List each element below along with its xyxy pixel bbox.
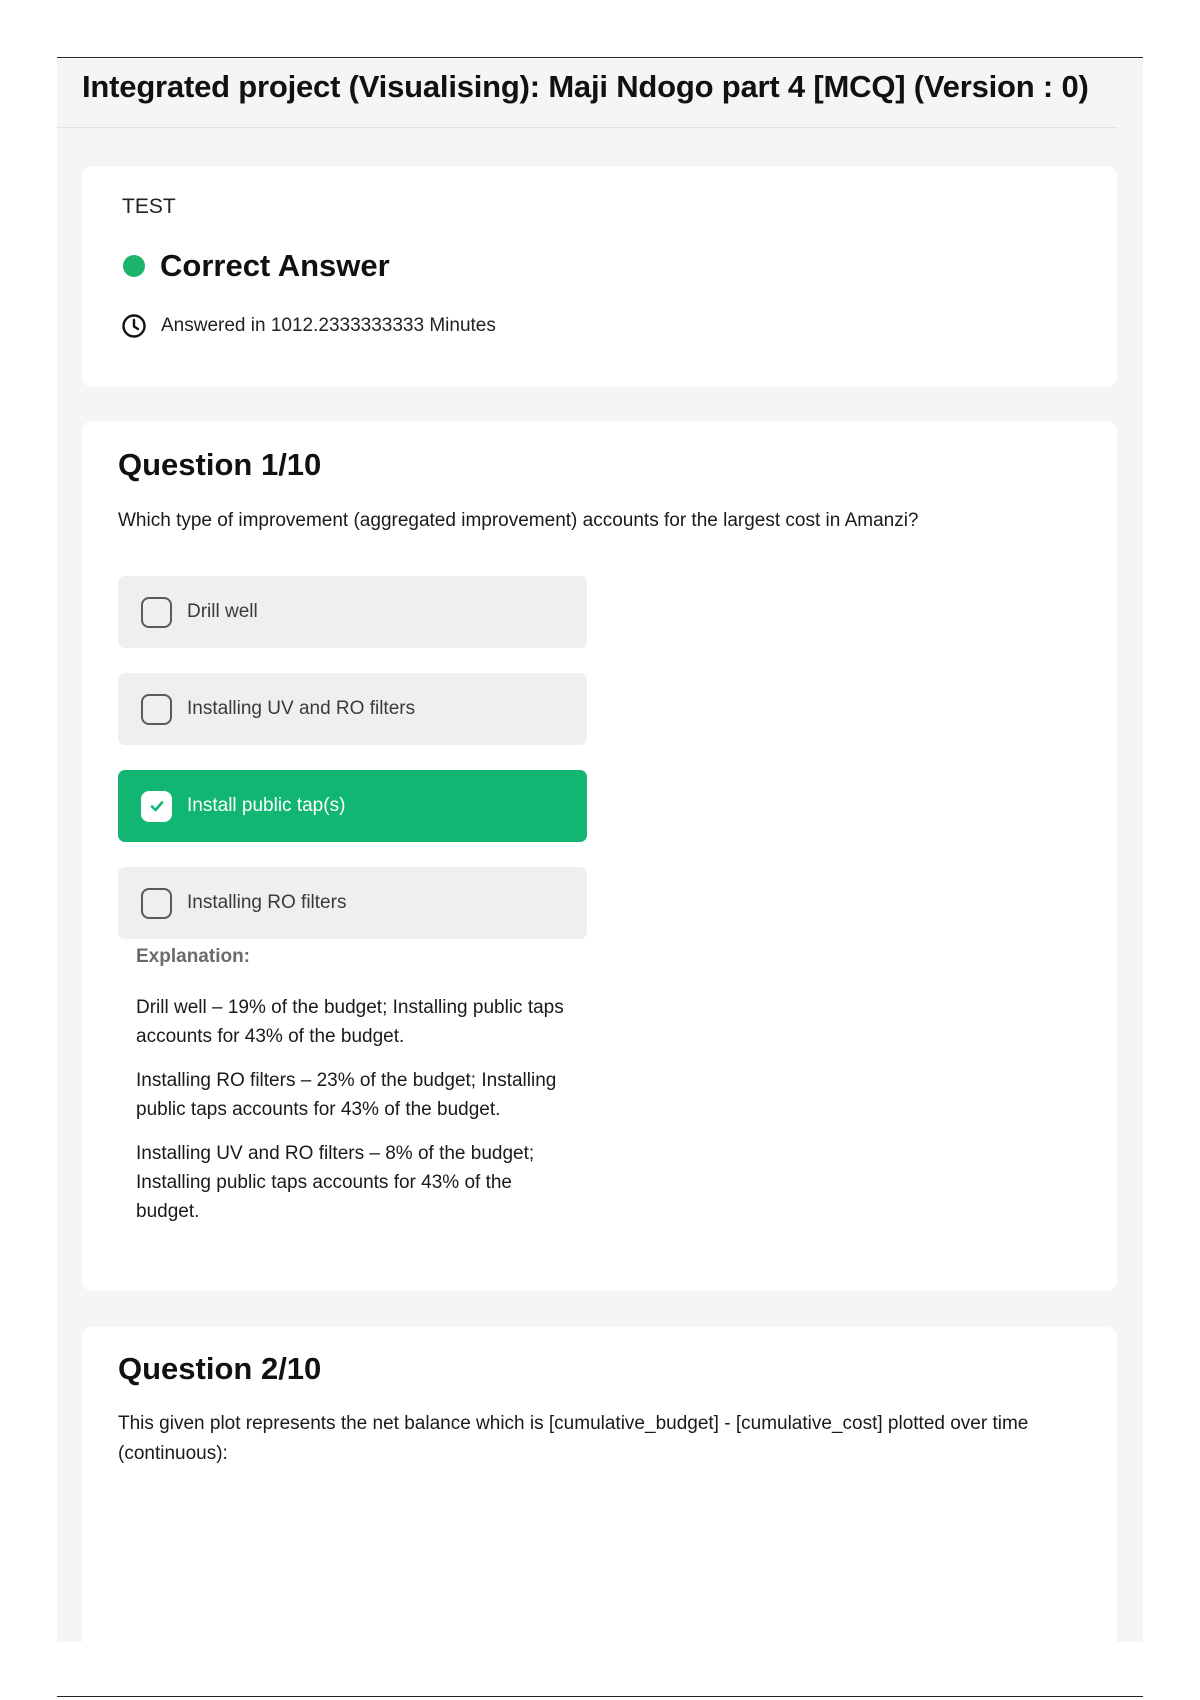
option-label: Install public tap(s) (187, 795, 346, 816)
page-title: Integrated project (Visualising): Maji Ndogo part 4 [MCQ] (Version : 0) (82, 69, 1089, 104)
result-status: Correct Answer (160, 248, 390, 283)
question-text: This given plot represents the net balance which is [cumulative_budget] - [cumulative_cost] plotted over time (continuous): (118, 1413, 1029, 1464)
explanation-text: Drill well – 19% of the budget; Installing public taps accounts for 43% of the budget. (136, 997, 564, 1047)
page-header (57, 59, 1117, 128)
result-row (122, 248, 390, 284)
answer-option-selected[interactable] (118, 770, 587, 842)
explanation-heading: Explanation: (136, 946, 251, 967)
question-text: Which type of improvement (aggregated improvement) accounts for the largest cost in Amanzi? (118, 510, 919, 531)
question-card-2 (82, 1327, 1117, 1667)
answer-time-row (121, 312, 496, 340)
option-label: Installing RO filters (187, 892, 347, 913)
answer-option[interactable] (118, 867, 587, 939)
option-label: Installing UV and RO filters (187, 698, 416, 719)
question-title: Question 1/10 (118, 447, 322, 482)
quiz-page (57, 59, 1143, 1642)
answer-option[interactable] (118, 576, 587, 648)
checkmark-icon (148, 797, 166, 815)
checkbox[interactable] (141, 597, 172, 628)
checkbox[interactable] (141, 694, 172, 725)
status-dot-icon (123, 255, 145, 277)
bottom-rule (57, 1696, 1143, 1697)
top-rule (57, 57, 1143, 58)
checkbox[interactable] (141, 888, 172, 919)
answer-option[interactable] (118, 673, 587, 745)
section-label: TEST (122, 195, 176, 218)
checkbox-checked[interactable] (141, 791, 172, 822)
result-card (82, 166, 1117, 387)
option-label: Drill well (187, 601, 258, 622)
answer-time: Answered in 1012.2333333333 Minutes (161, 315, 496, 336)
question-title: Question 2/10 (118, 1351, 322, 1386)
explanation-text: Installing RO filters – 23% of the budget; Installing public taps accounts for 43% of the budget. (136, 1070, 557, 1120)
clock-icon (121, 313, 147, 339)
explanation-text: Installing UV and RO filters – 8% of the budget; Installing public taps accounts for 43% of the budget. (136, 1143, 535, 1222)
question-card-1 (82, 421, 1117, 1291)
